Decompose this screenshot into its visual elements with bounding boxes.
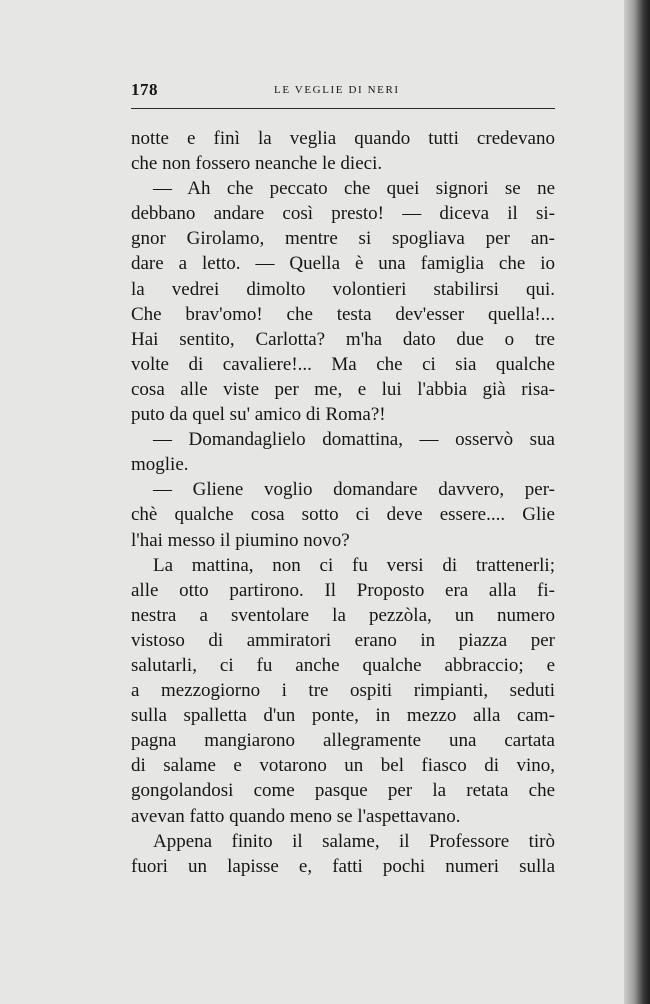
text-line: Hai sentito, Carlotta? m'ha dato due o tre: [131, 328, 555, 350]
body-text: [131, 126, 555, 879]
page-edge-shadow: [624, 0, 650, 1004]
text-line: salutarli, ci fu anche qualche abbraccio; e: [131, 654, 555, 676]
page-header: [131, 80, 555, 104]
text-line: fuori un lapisse e, fatti pochi numeri sulla: [131, 855, 555, 877]
text-line: moglie.: [131, 454, 189, 476]
text-line: volte di cavaliere!... Ma che ci sia qualche: [131, 353, 555, 375]
text-line: la vedrei dimolto volontieri stabilirsi qui.: [131, 278, 555, 300]
text-line: gnor Girolamo, mentre si spogliava per an-: [131, 228, 555, 250]
text-line: Appena finito il salame, il Professore tirò: [153, 830, 555, 852]
header-rule: [131, 108, 555, 109]
text-line: — Ah che peccato che quei signori se ne: [153, 178, 555, 200]
text-line: pagna mangiarono allegramente una cartata: [131, 730, 555, 752]
text-line: vistoso di ammiratori erano in piazza per: [131, 629, 555, 651]
text-line: puto da quel su' amico di Roma?!: [131, 404, 386, 426]
text-line: che non fossero neanche le dieci.: [131, 153, 383, 175]
text-line: a mezzogiorno i tre ospiti rimpianti, seduti: [131, 680, 555, 702]
text-line: Che brav'omo! che testa dev'esser quella!...: [131, 303, 555, 325]
text-line: cosa alle viste per me, e lui l'abbia già risa-: [131, 378, 555, 400]
text-line: — Gliene voglio domandare davvero, per-: [153, 479, 555, 501]
text-line: dare a letto. — Quella è una famiglia che io: [131, 253, 555, 275]
running-head: LE VEGLIE DI NERI: [274, 84, 400, 96]
text-line: avevan fatto quando meno se l'aspettavano.: [131, 805, 461, 827]
text-line: alle otto partirono. Il Proposto era alla fi-: [131, 579, 555, 601]
text-line: l'hai messo il piumino novo?: [131, 529, 350, 551]
text-line: nestra a sventolare la pezzòla, un numero: [131, 604, 555, 626]
text-line: debbano andare così presto! — diceva il si-: [131, 203, 555, 225]
text-line: chè qualche cosa sotto ci deve essere.... Glie: [131, 504, 555, 526]
text-line: notte e finì la veglia quando tutti credevano: [131, 128, 555, 149]
page-number: 178: [131, 80, 158, 99]
text-line: — Domandaglielo domattina, — osservò sua: [153, 429, 555, 451]
text-line: sulla spalletta d'un ponte, in mezzo alla cam-: [131, 705, 555, 727]
text-line: gongolandosi come pasque per la retata che: [131, 780, 555, 802]
text-line: di salame e votarono un bel fiasco di vino,: [131, 755, 555, 777]
text-line: La mattina, non ci fu versi di trattenerli;: [153, 554, 555, 576]
